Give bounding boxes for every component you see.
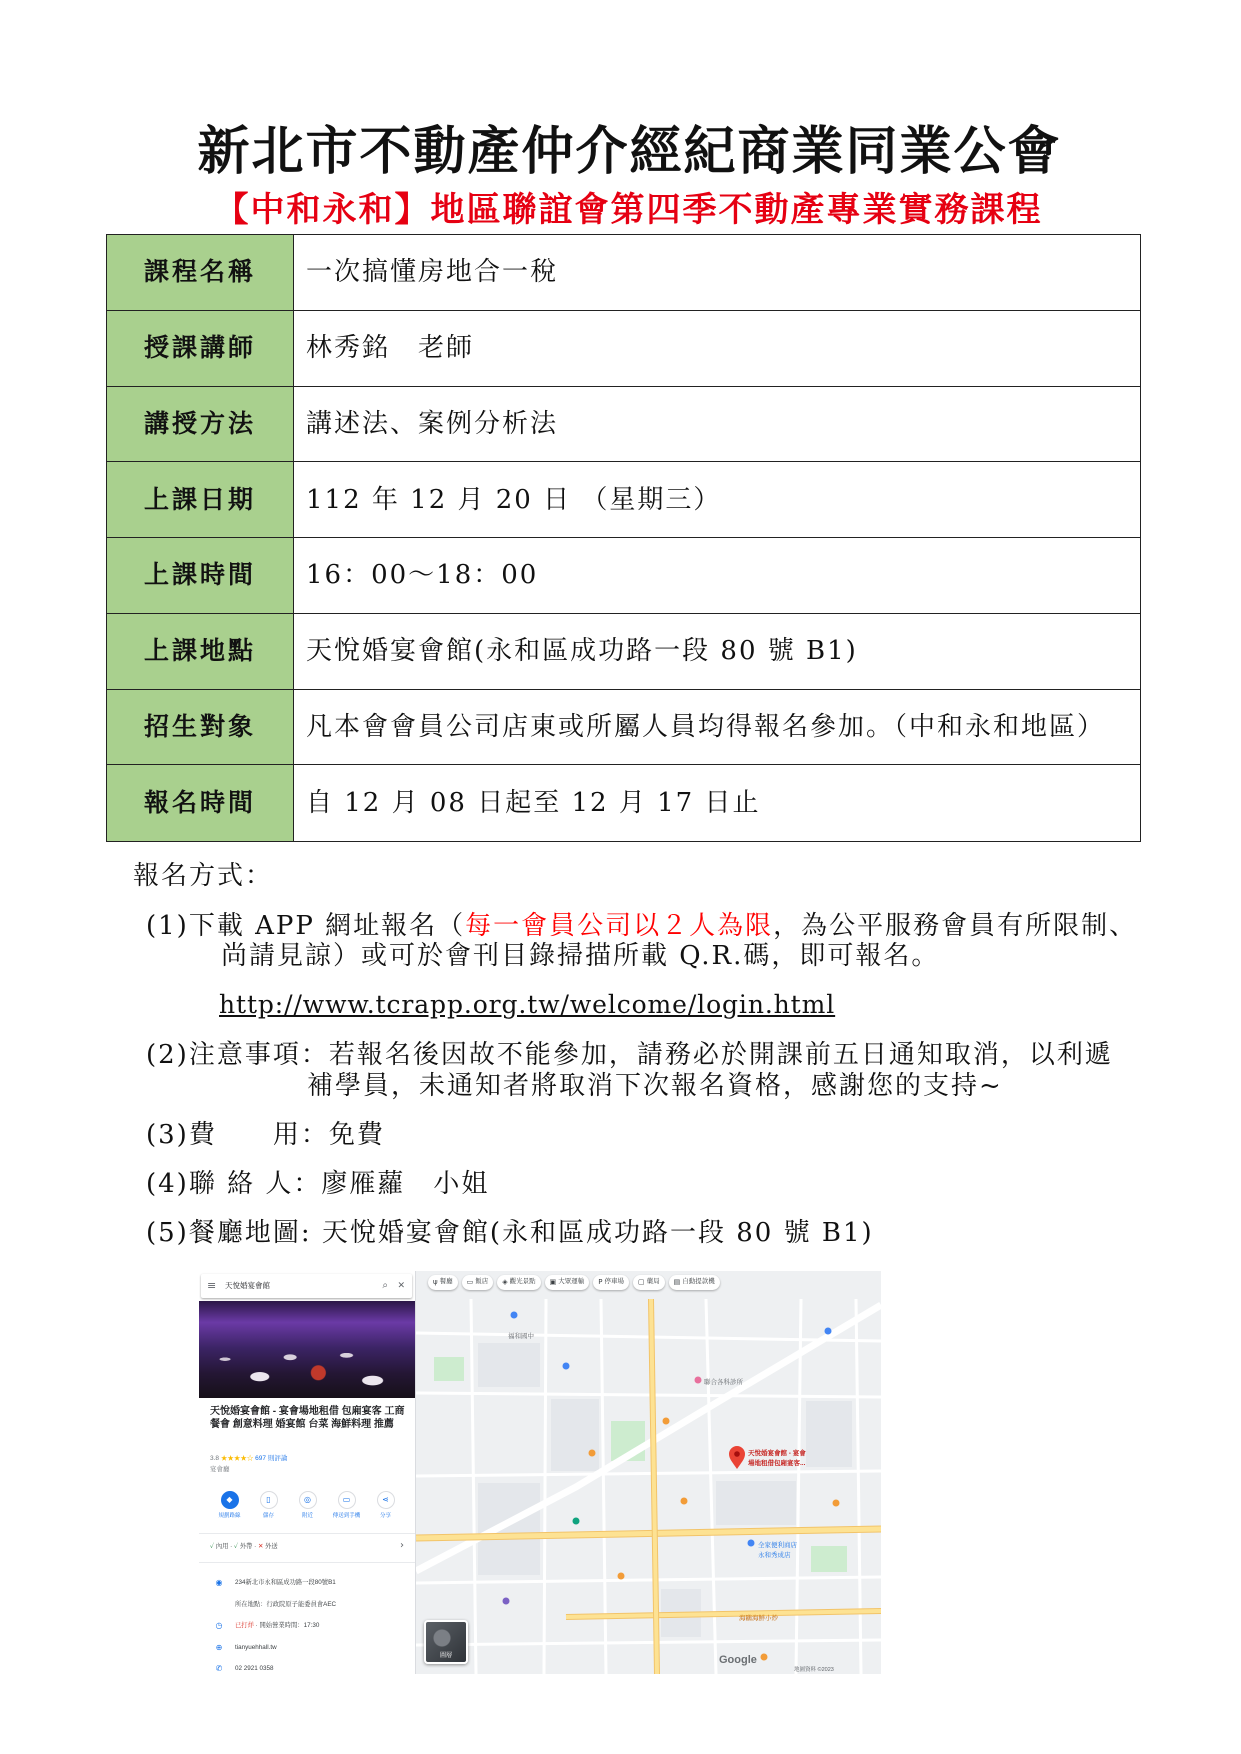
seafood-restaurant-label: 海鷗海鮮小炒	[739, 1615, 778, 1622]
search-icon: ⌕	[382, 1280, 388, 1291]
hours-text	[235, 1621, 319, 1631]
send-to-phone-icon: ▭	[338, 1491, 356, 1509]
place-rating	[210, 1454, 287, 1463]
park-area	[811, 1546, 847, 1572]
website-row	[199, 1643, 416, 1653]
place-info-panel	[199, 1271, 416, 1674]
panel-divider	[199, 1533, 416, 1534]
course-name-label: 課程名稱	[107, 235, 294, 311]
registration-item-5-map: (5)餐廳地圖: 天悅婚宴會館(永和區成功路一段 80 號 B1)	[146, 1218, 874, 1248]
phone-row	[199, 1664, 416, 1674]
chip-label: 飯店	[475, 1278, 489, 1286]
dine-in-label: 內用	[215, 1543, 229, 1550]
place-actions	[210, 1491, 405, 1520]
chip-attractions	[497, 1275, 540, 1290]
pharmacy-icon: ▢	[638, 1278, 645, 1286]
directions-label: 規劃路線	[218, 1513, 241, 1519]
chip-hotels	[462, 1275, 494, 1290]
address-row	[199, 1578, 416, 1588]
directions-icon: ◆	[221, 1491, 239, 1509]
item1-suffix: ，為公平服務會員有所限制、	[773, 911, 1138, 941]
address-text: 234新北市永和區成功路一段80號B1	[235, 1579, 336, 1586]
registration-item-2-continued: 補學員，未通知者將取消下次報名資格，感謝您的支持~	[307, 1071, 1003, 1101]
location-pin-icon: ◉	[215, 1578, 223, 1587]
chip-label: 大眾運輸	[558, 1278, 585, 1286]
registration-item-4-contact: (4)聯 絡 人：廖雁蘿 小姐	[146, 1169, 490, 1199]
delivery-label: 外送	[265, 1543, 278, 1550]
share-action	[366, 1491, 405, 1520]
registration-period-label: 報名時間	[107, 765, 294, 841]
website-text: tianyuehhall.tw	[235, 1644, 277, 1651]
phone-icon: ✆	[215, 1664, 223, 1673]
teaching-method-label: 講授方法	[107, 387, 294, 463]
registration-item-3-fee: (3)費 用：免費	[146, 1120, 385, 1150]
chip-restaurants	[428, 1275, 458, 1290]
registration-heading: 報名方式：	[133, 861, 274, 891]
hours-row	[199, 1621, 416, 1631]
school-label: 福和國中	[508, 1333, 534, 1340]
venue-value: 天悅婚宴會館(永和區成功路一段 80 號 B1)	[294, 614, 1140, 690]
nearby-icon: ◎	[299, 1491, 317, 1509]
opening-time: · 開始營業時間：17:30	[253, 1622, 320, 1629]
chip-atm	[669, 1275, 720, 1290]
hotel-icon: ▭	[466, 1278, 474, 1286]
separator-dot: ·	[254, 1543, 257, 1550]
class-date-label: 上課日期	[107, 462, 294, 538]
place-name: 天悅婚宴會館 - 宴會場地租借 包廂宴客 工商餐會 創意料理 婚宴館 台菜 海鮮料理 推薦	[210, 1406, 405, 1430]
separator-dot: ·	[230, 1543, 233, 1550]
phone-text: 02 2921 0358	[235, 1665, 274, 1672]
bookmark-icon: ▯	[260, 1491, 278, 1509]
park-area	[434, 1357, 464, 1381]
cross-icon: ✕	[258, 1543, 264, 1550]
located-in-text: 所在地點：行政院原子能委員會AEC	[235, 1601, 337, 1608]
layers-thumbnail	[424, 1620, 468, 1664]
chip-label: 自動提款機	[682, 1278, 715, 1286]
audience-label: 招生對象	[107, 690, 294, 766]
venue-pin-label-continued: 場地租借包廂宴客...	[748, 1460, 806, 1467]
street-map	[416, 1271, 881, 1674]
registration-link[interactable]: http://www.tcrapp.org.tw/welcome/login.html	[219, 990, 836, 1019]
class-time-label: 上課時間	[107, 538, 294, 614]
chip-parking	[593, 1275, 629, 1290]
parking-icon: P	[598, 1278, 603, 1286]
map-search-bar	[201, 1274, 412, 1298]
class-date-value: 112 年 12 月 20 日 （星期三）	[294, 462, 1140, 538]
globe-icon: ⊕	[215, 1643, 223, 1652]
rating-value: 3.8	[210, 1455, 220, 1462]
save-label: 儲存	[262, 1513, 274, 1519]
item1-prefix: (1)下載 APP 網址報名（	[146, 911, 466, 941]
registration-period-value: 自 12 月 08 日起至 12 月 17 日止	[306, 788, 761, 819]
map-search-query: 天悅婚宴會館	[225, 1281, 270, 1290]
venue-photo	[199, 1301, 416, 1398]
course-name-value: 一次搞懂房地合一稅	[294, 235, 1140, 311]
close-icon: ✕	[397, 1281, 405, 1291]
venue-label: 上課地點	[107, 614, 294, 690]
chip-label: 餐廳	[439, 1278, 453, 1286]
convenience-store-label: 全家便利商店	[758, 1542, 797, 1549]
event-subtitle: 【中和永和】地區聯誼會第四季不動產專業實務課程	[214, 190, 1043, 230]
review-count: 697 則評論	[255, 1455, 288, 1462]
google-logo: Google	[719, 1654, 757, 1666]
closed-status: 已打烊	[235, 1622, 254, 1629]
restaurant-map-screenshot	[199, 1271, 881, 1674]
atm-icon: ▤	[673, 1278, 681, 1286]
registration-item-1	[146, 911, 1137, 941]
map-canvas	[416, 1271, 881, 1674]
class-time-value: 16：00～18：00	[294, 538, 1140, 614]
teaching-method-value: 講述法、案例分析法	[294, 387, 1140, 463]
share-label: 分享	[379, 1513, 391, 1519]
restaurant-icon: ψ	[433, 1278, 438, 1286]
transit-icon: ▣	[549, 1278, 557, 1286]
registration-item-2: (2)注意事項：若報名後因故不能參加，請務必於開課前五日通知取消，以利遞	[146, 1040, 1113, 1070]
attraction-icon: ◈	[502, 1278, 508, 1286]
send-to-phone-label: 傳送到手機	[332, 1513, 361, 1519]
save-action	[249, 1491, 288, 1520]
chevron-right-icon: ›	[400, 1540, 404, 1551]
instructor-value: 林秀銘 老師	[294, 311, 1140, 387]
course-info-table	[106, 234, 1141, 842]
nearby-action	[288, 1491, 327, 1520]
share-icon: ⋖	[377, 1491, 395, 1509]
chip-label: 停車場	[604, 1278, 624, 1286]
rating-stars: ★★★★☆	[220, 1455, 254, 1462]
service-options	[210, 1542, 278, 1551]
layers-label: 圖層	[439, 1653, 452, 1659]
clock-icon: ◷	[215, 1621, 223, 1630]
send-to-phone-action	[327, 1491, 366, 1520]
hamburger-icon: ≡	[207, 1279, 217, 1292]
venue-pin-label: 天悅婚宴會館 - 宴會	[748, 1450, 806, 1457]
nearby-label: 附近	[301, 1513, 313, 1519]
registration-item-1-continued: 尚請見諒）或可於會刊目錄掃描所載 Q.R.碼，即可報名。	[221, 941, 940, 971]
instructor-label: 授課講師	[107, 311, 294, 387]
directions-action	[210, 1491, 249, 1520]
chip-pharmacy	[633, 1275, 665, 1290]
item1-limit-highlight: 每一會員公司以２人為限	[465, 911, 774, 941]
chip-label: 觀光景點	[509, 1278, 536, 1286]
convenience-store-branch-label: 永和秀成店	[758, 1552, 791, 1559]
panel-divider	[199, 1562, 416, 1563]
check-icon: ✓	[210, 1543, 215, 1550]
chip-transit	[545, 1275, 590, 1290]
clinic-label: 聯合各科診所	[704, 1379, 743, 1386]
association-title: 新北市不動產仲介經紀商業同業公會	[197, 121, 1062, 182]
takeout-label: 外帶	[239, 1543, 253, 1550]
category-chips	[428, 1275, 720, 1290]
map-attribution: 地圖資料 ©2023	[794, 1667, 834, 1673]
check-icon: ✓	[234, 1543, 239, 1550]
place-category: 宴會廳	[210, 1466, 230, 1473]
audience-value: 凡本會會員公司店東或所屬人員均得報名參加。（中和永和地區）	[294, 690, 1140, 766]
located-in-row	[199, 1600, 416, 1610]
chip-label: 藥局	[646, 1278, 660, 1286]
